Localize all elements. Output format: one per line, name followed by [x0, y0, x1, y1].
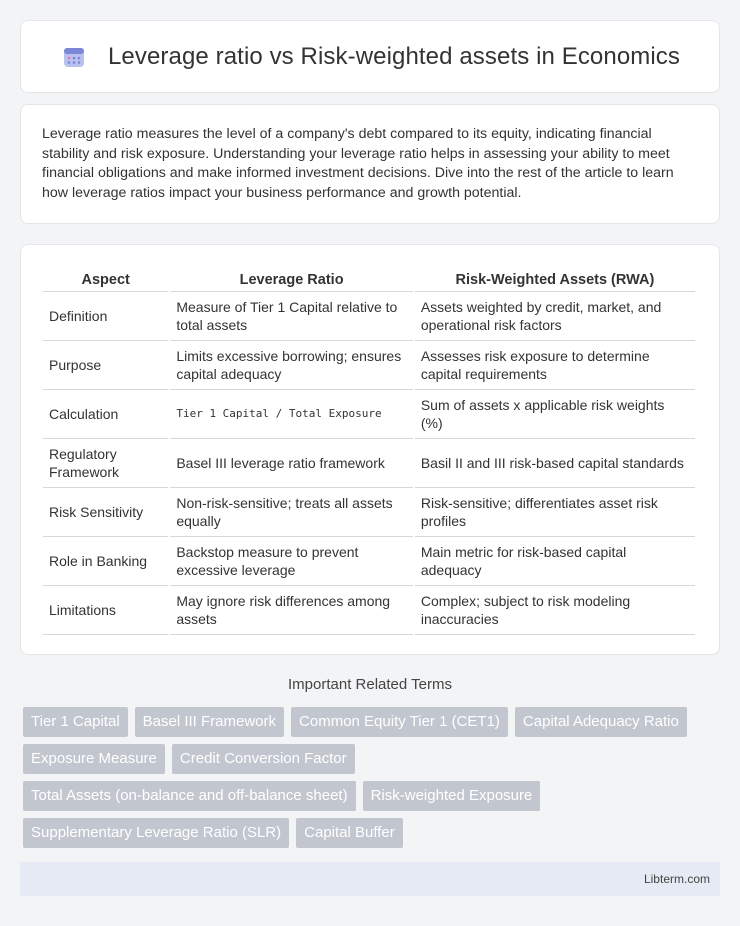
intro-text: Leverage ratio measures the level of a company's debt compared to its equity, indicating financial stability and risk exposure. Understanding your leverage ratio helps in assessing your ability to meet financial obligations and make informed investment decisions. Dive into the rest of the article to learn how leverage ratios impact your business performance and growth potential. — [42, 126, 674, 201]
row-aspect: Calculation — [43, 390, 168, 439]
row-aspect: Definition — [43, 292, 168, 341]
row-leverage-ratio: May ignore risk differences among assets — [170, 586, 413, 635]
tag-basel-iii-framework[interactable]: Basel III Framework — [135, 707, 284, 737]
header-aspect: Aspect — [43, 265, 168, 292]
row-rwa: Sum of assets x applicable risk weights (%) — [415, 390, 695, 439]
row-aspect: Limitations — [43, 586, 168, 635]
table-row — [43, 488, 695, 537]
page-title: Leverage ratio vs Risk-weighted assets in Economics — [107, 42, 681, 70]
tag-slr[interactable]: Supplementary Leverage Ratio (SLR) — [23, 818, 289, 848]
related-terms-list — [23, 707, 723, 855]
row-aspect: Regulatory Framework — [43, 439, 168, 488]
document-icon — [60, 43, 88, 71]
footer-link[interactable]: Libterm.com — [643, 872, 710, 886]
row-leverage-ratio: Tier 1 Capital / Total Exposure — [170, 390, 413, 439]
row-leverage-ratio: Limits excessive borrowing; ensures capital adequacy — [170, 341, 413, 390]
table-row — [43, 390, 695, 439]
tag-credit-conversion-factor[interactable]: Credit Conversion Factor — [172, 744, 355, 774]
row-leverage-ratio: Measure of Tier 1 Capital relative to total assets — [170, 292, 413, 341]
row-rwa: Main metric for risk-based capital adequacy — [415, 537, 695, 586]
tag-tier-1-capital[interactable]: Tier 1 Capital — [23, 707, 128, 737]
header-leverage-ratio: Leverage Ratio — [170, 265, 413, 292]
table-row — [43, 439, 695, 488]
row-rwa: Basil II and III risk-based capital standards — [415, 439, 695, 488]
row-rwa: Assets weighted by credit, market, and operational risk factors — [415, 292, 695, 341]
comparison-table — [41, 265, 697, 635]
footer — [20, 862, 720, 896]
row-leverage-ratio: Basel III leverage ratio framework — [170, 439, 413, 488]
table-row — [43, 586, 695, 635]
row-aspect: Risk Sensitivity — [43, 488, 168, 537]
row-rwa: Risk-sensitive; differentiates asset risk profiles — [415, 488, 695, 537]
tag-capital-adequacy-ratio[interactable]: Capital Adequacy Ratio — [515, 707, 687, 737]
row-rwa: Complex; subject to risk modeling inaccuracies — [415, 586, 695, 635]
tag-exposure-measure[interactable]: Exposure Measure — [23, 744, 165, 774]
row-leverage-ratio: Backstop measure to prevent excessive leverage — [170, 537, 413, 586]
row-aspect: Role in Banking — [43, 537, 168, 586]
table-header-row — [43, 265, 695, 292]
table-row — [43, 537, 695, 586]
tag-cet1[interactable]: Common Equity Tier 1 (CET1) — [291, 707, 508, 737]
row-aspect: Purpose — [43, 341, 168, 390]
tag-risk-weighted-exposure[interactable]: Risk-weighted Exposure — [363, 781, 541, 811]
title-card — [20, 20, 720, 93]
header-rwa: Risk-Weighted Assets (RWA) — [415, 265, 695, 292]
table-row — [43, 292, 695, 341]
tag-capital-buffer[interactable]: Capital Buffer — [296, 818, 403, 848]
intro-card — [20, 104, 720, 224]
tag-total-assets[interactable]: Total Assets (on-balance and off-balance sheet) — [23, 781, 356, 811]
table-row — [43, 341, 695, 390]
comparison-table-card — [20, 244, 720, 655]
related-terms-title: Important Related Terms — [288, 676, 452, 693]
row-rwa: Assesses risk exposure to determine capital requirements — [415, 341, 695, 390]
row-leverage-ratio: Non-risk-sensitive; treats all assets equally — [170, 488, 413, 537]
